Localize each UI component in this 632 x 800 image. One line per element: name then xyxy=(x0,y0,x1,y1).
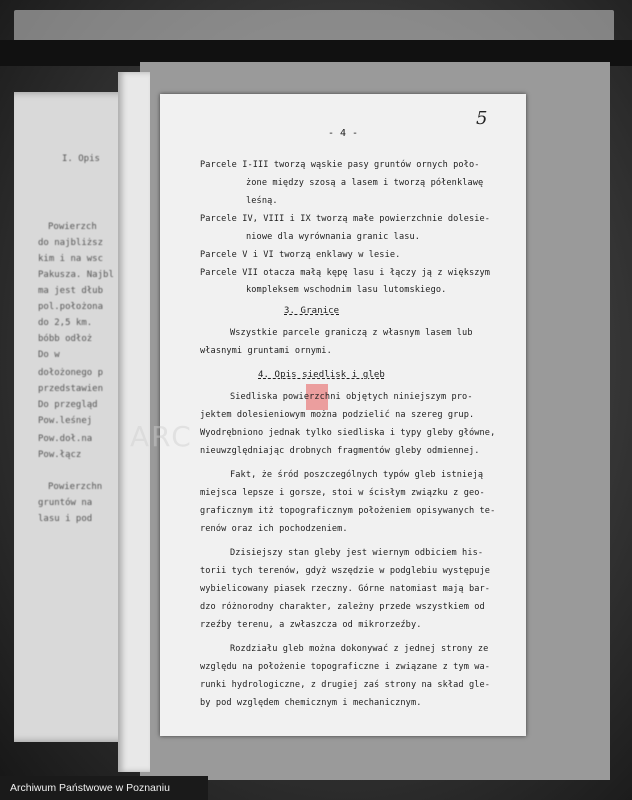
left-fragment: Do w xyxy=(38,350,60,360)
text-line: jektem dolesieniowym można podzielić na szereg grup. xyxy=(200,410,475,420)
left-fragment: Do przegląd xyxy=(38,400,98,410)
text-line: graficznym itż topograficznym położeniem opisywanych te- xyxy=(200,506,496,516)
left-fragment: Powierzch xyxy=(48,222,97,232)
left-fragment: Pow.leśnej xyxy=(38,416,93,426)
text-line: Wyodrębniono jednak tylko siedliska i typy gleby główne, xyxy=(200,428,496,438)
section-heading-opis: 4. Opis siedlisk i gleb xyxy=(258,370,385,380)
text-line: renów oraz ich pochodzeniem. xyxy=(200,524,348,534)
text-line: by pod względem chemicznym i mechanicznym. xyxy=(200,698,422,708)
text-line: Parcele IV, VIII i IX tworzą małe powierzchnie dolesie- xyxy=(200,214,491,224)
left-fragment: Pow.łącz xyxy=(38,450,82,460)
text-line: Parcele I-III tworzą wąskie pasy gruntów ornych poło- xyxy=(200,160,480,170)
text-line: leśną. xyxy=(246,196,278,206)
text-line: miejsca lepsze i gorsze, stoi w ścisłym związku z geo- xyxy=(200,488,485,498)
left-fragment: Pow.doł.na xyxy=(38,434,93,444)
left-fragment: I. Opis xyxy=(62,154,100,164)
left-fragment: przedstawien xyxy=(38,384,104,394)
document-page xyxy=(130,94,526,736)
top-film-strip xyxy=(14,10,614,44)
text-line: własnymi gruntami ornymi. xyxy=(200,346,332,356)
text-line: rzeźby terenu, a zwłaszcza od mikrorzeźby. xyxy=(200,620,422,630)
text-line: nieuwzględniając drobnych fragmentów gleby odmiennej. xyxy=(200,446,480,456)
folio-number: 5 xyxy=(476,108,488,129)
text-line: Parcele V i VI tworzą enklawy w lesie. xyxy=(200,250,401,260)
archive-label: Archiwum Państwowe w Poznaniu xyxy=(0,776,208,800)
text-line: wybielicowany piasek rzeczny. Górne natomiast mają bar- xyxy=(200,584,491,594)
text-line: Wszystkie parcele graniczą z własnym lasem lub xyxy=(230,328,473,338)
left-fragment: Pakusza. Najbl xyxy=(38,270,114,280)
archive-watermark: ARC xyxy=(130,420,193,453)
text-line: żone między szosą a lasem i tworzą półenklawę xyxy=(246,178,484,188)
text-line: Rozdziału gleb można dokonywać z jednej strony ze xyxy=(230,644,489,654)
page-number: - 4 - xyxy=(327,128,359,139)
text-line: Siedliska powierzchni objętych niniejszym pro- xyxy=(230,392,473,402)
left-fragment: ma jest dłub xyxy=(38,286,104,296)
left-fragment: Powierzchn xyxy=(48,482,103,492)
left-fragment: lasu i pod xyxy=(38,514,93,524)
left-fragment: bóbb odłoż xyxy=(38,334,93,344)
text-line: Dzisiejszy stan gleby jest wiernym odbiciem his- xyxy=(230,548,484,558)
text-line: runki hydrologiczne, z drugiej zaś strony na skład gle- xyxy=(200,680,491,690)
left-fragment: gruntów na xyxy=(38,498,93,508)
text-line: względu na położenie topograficzne i związane z tym wa- xyxy=(200,662,491,672)
left-fragment: dołożonego p xyxy=(38,368,104,378)
left-fragment: do 2,5 km. xyxy=(38,318,93,328)
text-line: Fakt, że śród poszczególnych typów gleb istnieją xyxy=(230,470,484,480)
left-fragment: kim i na wsc xyxy=(38,254,104,264)
text-line: torii tych terenów, gdyż wszędzie w podglebiu występuje xyxy=(200,566,491,576)
section-heading-granice: 3. Granice xyxy=(284,306,340,316)
left-fragment: do najbliższ xyxy=(38,238,104,248)
text-line: Parcele VII otacza małą kępę lasu i łączy ją z większym xyxy=(200,268,491,278)
left-fragment: pol.położona xyxy=(38,302,104,312)
text-line: niowe dla wyrównania granic lasu. xyxy=(246,232,421,242)
text-line: kompleksem wschodnim lasu lutomskiego. xyxy=(246,285,447,295)
text-line: dzo różnorodny charakter, zależny przede wszystkiem od xyxy=(200,602,485,612)
